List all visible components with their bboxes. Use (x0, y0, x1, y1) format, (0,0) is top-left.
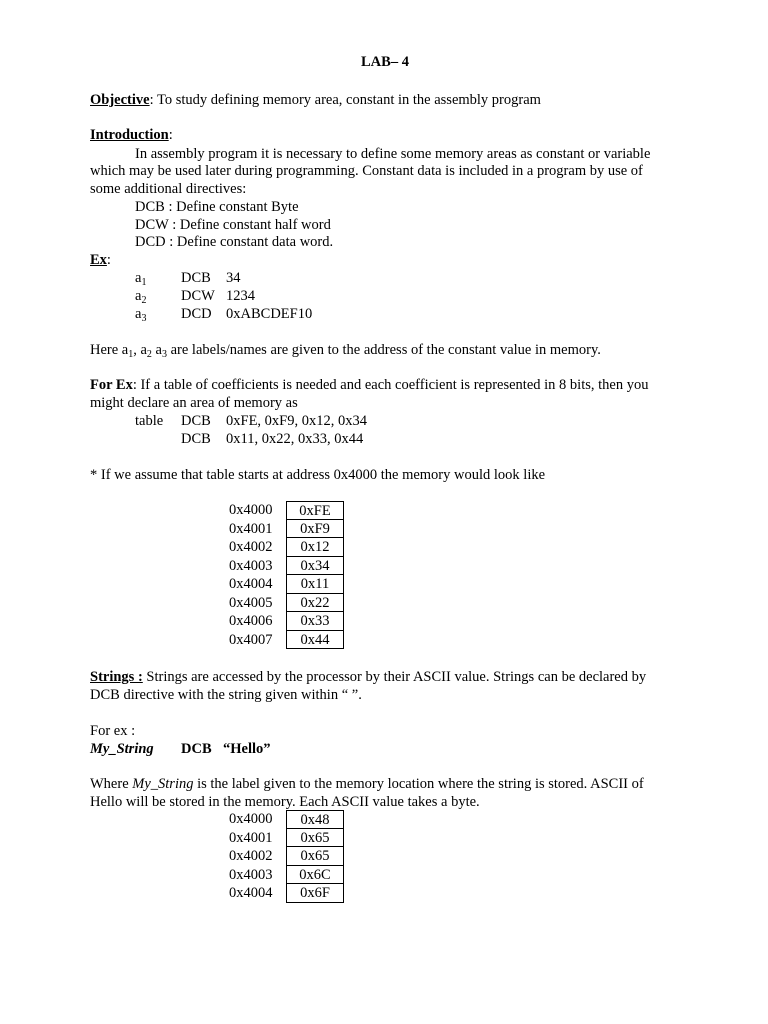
memory-address: 0x4000 (229, 811, 273, 827)
memory-address: 0x4005 (229, 594, 273, 611)
memory-address: 0x4007 (229, 631, 273, 648)
directive-dcb: DCB : Define constant Byte (135, 199, 299, 215)
objective-line (90, 91, 541, 109)
memory-address: 0x4001 (229, 829, 273, 846)
directive-dcw: DCW : Define constant half word (135, 217, 331, 233)
memory-value: 0x44 (286, 631, 344, 650)
example-row-2-value: 1234 (226, 288, 255, 304)
memory-address: 0x4006 (229, 613, 273, 629)
memory-note: * If we assume that table starts at address 0x4000 the memory would look like (90, 467, 546, 483)
directive-dcd: DCD : Define constant data word. (135, 234, 334, 250)
introduction-line-3: some additional directives: (90, 181, 247, 197)
memory-value: 0x33 (286, 612, 344, 631)
table-code-values-1: 0xFE, 0xF9, 0x12, 0x34 (226, 413, 367, 429)
table-code-label: table (135, 413, 164, 429)
memory-address: 0x4003 (229, 557, 273, 574)
example-row-2-label: $a_2$ (135, 288, 147, 306)
memory-value: 0x22 (286, 594, 344, 613)
memory-value: 0x6C (286, 866, 344, 885)
memory-value: 0x48 (286, 810, 344, 829)
memory-address: 0x4001 (229, 520, 273, 537)
memory-value: 0xFE (286, 501, 344, 520)
memory-address: 0x4003 (229, 866, 273, 883)
introduction-label: Introduction (90, 127, 169, 143)
memory-value: 0x65 (286, 829, 344, 848)
for-ex-line-2: might declare an area of memory as (90, 395, 298, 411)
for-ex-line-1: For Ex: If a table of coefficients is needed and each coefficient is represented in 8 bits, then you (90, 377, 649, 393)
table-code-directive-2: DCB (181, 431, 211, 447)
example-row-3-label: $a_3$ (135, 306, 147, 324)
example-label: Ex (90, 252, 107, 268)
memory-address: 0x4002 (229, 539, 273, 555)
memory-value: 0x11 (286, 575, 344, 594)
string-code-label: My_String (90, 741, 154, 757)
strings-for-ex: For ex : (90, 723, 136, 739)
table-code-values-2: 0x11, 0x22, 0x33, 0x44 (226, 431, 364, 447)
string-code-value: “Hello” (223, 741, 271, 757)
memory-address: 0x4002 (229, 848, 273, 864)
example-row-1-directive: DCB (181, 270, 211, 286)
strings-where-line: Where My_String is the label given to the memory location where the string is stored. ASCII of (90, 776, 644, 792)
example-colon: : (106, 252, 111, 268)
example-row-1-label: $a_1$ (135, 270, 147, 288)
example-heading (90, 251, 111, 269)
table-code-directive-1: DCB (181, 413, 211, 429)
example-row-1-value: 34 (226, 270, 241, 286)
memory-value: 0x6F (286, 884, 344, 903)
memory-address: 0x4004 (229, 576, 273, 592)
memory-value: 0x65 (286, 847, 344, 866)
page-title: LAB– 4 (361, 54, 409, 70)
objective-text: : To study defining memory area, constant in the assembly program (149, 92, 541, 108)
objective-label: Objective (90, 92, 150, 108)
memory-value: 0x12 (286, 538, 344, 557)
introduction-line-2: which may be used later during programming. Constant data is included in a program by use of (90, 163, 643, 179)
example-row-3-directive: DCD (181, 306, 212, 322)
introduction-colon: : (168, 127, 173, 143)
strings-line-1: Strings : Strings are accessed by the processor by their ASCII value. Strings can be declared by (90, 669, 647, 685)
memory-value: 0xF9 (286, 520, 344, 539)
example-row-3-value: 0xABCDEF10 (226, 306, 313, 322)
strings-label: Strings : (90, 669, 143, 685)
memory-value: 0x34 (286, 557, 344, 576)
memory-address: 0x4000 (229, 502, 273, 518)
example-explanation: Here $a_1$, $a_2$ $a_3$ are labels/names are given to the address of the constant value in memory. (90, 342, 601, 360)
strings-line-4: Hello will be stored in the memory. Each ASCII value takes a byte. (90, 794, 480, 810)
memory-address: 0x4004 (229, 885, 273, 901)
for-ex-label: For Ex (90, 377, 133, 393)
strings-line-2: DCB directive with the string given within “ ”. (90, 687, 362, 703)
string-code-directive: DCB (181, 741, 212, 757)
example-row-2-directive: DCW (181, 288, 215, 304)
introduction-heading (90, 126, 173, 144)
introduction-line-1: In assembly program it is necessary to define some memory areas as constant or variable (135, 146, 651, 162)
